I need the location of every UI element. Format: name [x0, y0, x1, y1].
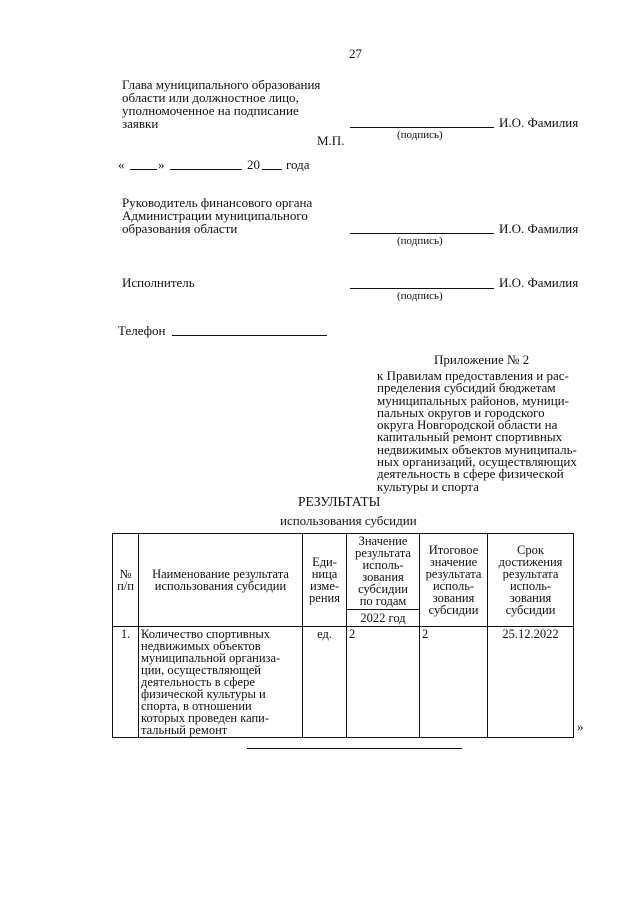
head-signature-name: И.О. Фамилия: [499, 115, 579, 130]
head-signature-caption: (подпись): [397, 129, 443, 141]
appendix-line: пределения субсидий бюджетам: [377, 380, 556, 396]
row-unit: ед.: [303, 627, 347, 738]
date-close-quote: »: [158, 157, 165, 172]
finance-signature-line-field: [350, 233, 494, 234]
appendix-line: пальных округов и городского: [377, 404, 545, 420]
date-open-quote: «: [118, 157, 125, 172]
head-signature-line-field: [350, 127, 494, 128]
header-value: Значение результата исполь- зования субсидии по годам: [347, 534, 420, 610]
finance-signature-line: Администрации муниципального: [122, 208, 308, 223]
header-name: Наименование результата использования субсидии: [139, 534, 303, 627]
head-signature-line: области или должностное лицо,: [122, 90, 299, 105]
head-signature-line: уполномоченное на подписание: [122, 103, 299, 118]
head-signature-line: заявки: [122, 116, 159, 131]
executor-signature-name: И.О. Фамилия: [499, 275, 579, 290]
appendix-line: культуры и спорта: [377, 478, 479, 494]
row-value-2022: 2: [347, 627, 420, 738]
appendix-line: деятельность в сфере физической: [377, 466, 564, 482]
phone-field: [172, 335, 327, 336]
finance-signature-name: И.О. Фамилия: [499, 221, 579, 236]
header-deadline: Срок достижения результата исполь- зования субсидии: [488, 534, 574, 627]
header-unit: Еди- ница изме- рения: [303, 534, 347, 627]
appendix-line: капитальный ремонт спортивных: [377, 429, 563, 445]
row-total: 2: [420, 627, 488, 738]
finance-signature-caption: (подпись): [397, 235, 443, 247]
appendix-line: к Правилам предоставления и рас-: [377, 368, 569, 383]
appendix-line: муниципальных районов, муници-: [377, 392, 569, 408]
phone-label: Телефон: [118, 323, 166, 338]
date-year-word: года: [286, 157, 310, 172]
executor-label: Исполнитель: [122, 275, 195, 290]
results-heading: РЕЗУЛЬТАТЫ: [298, 494, 381, 509]
appendix-text: [377, 370, 599, 493]
finance-signature-line: Руководитель финансового органа: [122, 195, 313, 210]
date-year-prefix: 20: [247, 157, 260, 172]
results-table: [112, 533, 574, 738]
header-num: № п/п: [113, 534, 139, 627]
appendix-line: недвижимых объектов муниципаль-: [377, 441, 577, 457]
appendix-line: ных организаций, осуществляющих: [377, 454, 577, 470]
results-subheading: использования субсидии: [280, 513, 417, 528]
head-signature-title: [122, 78, 320, 130]
bottom-rule: [247, 748, 462, 749]
header-value-year: 2022 год: [347, 609, 420, 626]
table-header-row: [113, 534, 574, 610]
appendix-line: округа Новгородской области на: [377, 417, 558, 433]
finance-signature-title: [122, 196, 312, 235]
row-num: 1.: [113, 627, 139, 738]
table-row: [113, 627, 574, 738]
header-total: Итоговое значение результата исполь- зования субсидии: [420, 534, 488, 627]
row-name: Количество спортивных недвижимых объектов муниципальной организа- ции, осуществляющей деятельность в сфере физической культуры и спорта, в отношении которых проведен капи- тальный ремонт: [139, 627, 303, 738]
finance-signature-line: образования области: [122, 221, 238, 236]
date-month-field: [170, 169, 242, 170]
head-signature-line: Глава муниципального образования: [122, 77, 321, 92]
appendix-title: Приложение № 2: [434, 352, 530, 367]
date-day-field: [130, 169, 157, 170]
executor-signature-caption: (подпись): [397, 290, 443, 302]
executor-signature-line-field: [350, 288, 494, 289]
row-deadline: 25.12.2022: [488, 627, 574, 738]
page-number: 27: [349, 46, 362, 61]
date-year-field: [262, 169, 282, 170]
closing-quote: »: [577, 719, 584, 734]
stamp-label: М.П.: [317, 133, 345, 148]
